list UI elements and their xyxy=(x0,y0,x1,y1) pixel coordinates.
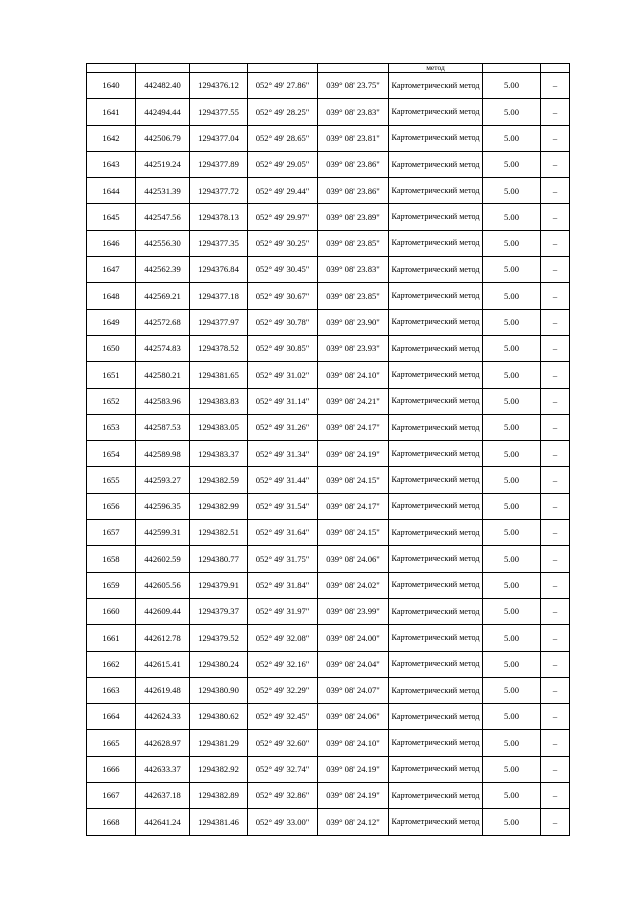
point-number-cell: 1642 xyxy=(87,125,136,151)
x-coordinate-cell: 442615.41 xyxy=(136,651,190,677)
table-row xyxy=(87,257,570,283)
y-coordinate-cell: 1294381.65 xyxy=(190,362,248,388)
accuracy-cell: 5.00 xyxy=(483,125,541,151)
x-coordinate-cell: 442583.96 xyxy=(136,388,190,414)
method-cell: Картометрический метод xyxy=(389,151,483,177)
note-cell: – xyxy=(541,493,570,519)
method-cell: Картометрический метод xyxy=(389,230,483,256)
table-row xyxy=(87,520,570,546)
y-coordinate-cell: 1294380.90 xyxy=(190,677,248,703)
y-coordinate-cell: 1294382.92 xyxy=(190,756,248,782)
table-row xyxy=(87,572,570,598)
accuracy-cell: 5.00 xyxy=(483,520,541,546)
point-number-cell: 1656 xyxy=(87,493,136,519)
note-cell: – xyxy=(541,283,570,309)
coordinates-table xyxy=(86,63,570,836)
latitude-cell: 052° 49' 28.25" xyxy=(248,99,318,125)
note-cell: – xyxy=(541,178,570,204)
note-cell: – xyxy=(541,335,570,361)
note-cell: – xyxy=(541,730,570,756)
x-coordinate-cell: 442506.79 xyxy=(136,125,190,151)
x-coordinate-cell: 442641.24 xyxy=(136,809,190,835)
table-row xyxy=(87,178,570,204)
x-coordinate-cell: 442589.98 xyxy=(136,441,190,467)
longitude-cell: 039° 08' 24.00" xyxy=(318,625,389,651)
point-number-cell: 1641 xyxy=(87,99,136,125)
longitude-cell: 039° 08' 23.99" xyxy=(318,598,389,624)
method-cell: Картометрический метод xyxy=(389,467,483,493)
accuracy-cell: 5.00 xyxy=(483,414,541,440)
y-coordinate-cell: 1294377.72 xyxy=(190,178,248,204)
longitude-cell: 039° 08' 23.83" xyxy=(318,99,389,125)
y-coordinate-cell: 1294383.83 xyxy=(190,388,248,414)
coordinates-sheet xyxy=(86,63,569,836)
longitude-cell: 039° 08' 23.93" xyxy=(318,335,389,361)
method-cell: Картометрический метод xyxy=(389,257,483,283)
latitude-cell: 052° 49' 30.85" xyxy=(248,335,318,361)
accuracy-cell: 5.00 xyxy=(483,178,541,204)
y-coordinate-cell: 1294382.51 xyxy=(190,520,248,546)
x-coordinate-cell: 442547.56 xyxy=(136,204,190,230)
longitude-cell: 039° 08' 24.19" xyxy=(318,441,389,467)
latitude-cell: 052° 49' 28.65" xyxy=(248,125,318,151)
latitude-cell: 052° 49' 29.05" xyxy=(248,151,318,177)
longitude-cell: 039° 08' 24.15" xyxy=(318,467,389,493)
x-coordinate-cell: 442494.44 xyxy=(136,99,190,125)
x-coordinate-cell: 442531.39 xyxy=(136,178,190,204)
method-cell: Картометрический метод xyxy=(389,625,483,651)
accuracy-cell: 5.00 xyxy=(483,335,541,361)
latitude-cell: 052° 49' 29.44" xyxy=(248,178,318,204)
accuracy-cell: 5.00 xyxy=(483,809,541,835)
accuracy-cell: 5.00 xyxy=(483,651,541,677)
longitude-cell: 039° 08' 23.90" xyxy=(318,309,389,335)
y-coordinate-cell: 1294380.24 xyxy=(190,651,248,677)
x-coordinate-cell: 442619.48 xyxy=(136,677,190,703)
latitude-cell: 052° 49' 32.29" xyxy=(248,677,318,703)
table-row xyxy=(87,125,570,151)
accuracy-cell: 5.00 xyxy=(483,756,541,782)
y-coordinate-cell: 1294383.37 xyxy=(190,441,248,467)
note-cell: – xyxy=(541,572,570,598)
longitude-cell: 039° 08' 23.89" xyxy=(318,204,389,230)
accuracy-cell: 5.00 xyxy=(483,388,541,414)
point-number-cell: 1660 xyxy=(87,598,136,624)
y-coordinate-cell: 1294379.37 xyxy=(190,598,248,624)
y-coordinate-cell: 1294376.12 xyxy=(190,73,248,99)
x-coordinate-cell: 442519.24 xyxy=(136,151,190,177)
accuracy-cell: 5.00 xyxy=(483,151,541,177)
note-cell: – xyxy=(541,441,570,467)
x-coordinate-cell: 442562.39 xyxy=(136,257,190,283)
latitude-cell: 052° 49' 31.44" xyxy=(248,467,318,493)
y-coordinate-cell: 1294378.52 xyxy=(190,335,248,361)
point-number-cell: 1652 xyxy=(87,388,136,414)
longitude-cell: 039° 08' 24.19" xyxy=(318,756,389,782)
latitude-cell: 052° 49' 31.34" xyxy=(248,441,318,467)
point-number-cell: 1658 xyxy=(87,546,136,572)
table-row xyxy=(87,783,570,809)
longitude-cell: 039° 08' 23.85" xyxy=(318,283,389,309)
table-row xyxy=(87,651,570,677)
accuracy-cell: 5.00 xyxy=(483,283,541,309)
latitude-cell: 052° 49' 29.97" xyxy=(248,204,318,230)
method-cell: Картометрический метод xyxy=(389,204,483,230)
longitude-cell: 039° 08' 24.17" xyxy=(318,493,389,519)
method-cell: Картометрический метод xyxy=(389,441,483,467)
note-cell: – xyxy=(541,467,570,493)
x-coordinate-cell: 442609.44 xyxy=(136,598,190,624)
y-coordinate-cell: 1294376.84 xyxy=(190,257,248,283)
accuracy-cell: 5.00 xyxy=(483,493,541,519)
method-cell: Картометрический метод xyxy=(389,178,483,204)
latitude-cell: 052° 49' 32.86" xyxy=(248,783,318,809)
table-row xyxy=(87,414,570,440)
table-row xyxy=(87,151,570,177)
latitude-cell: 052° 49' 31.14" xyxy=(248,388,318,414)
latitude-cell: 052° 49' 32.16" xyxy=(248,651,318,677)
method-cell: Картометрический метод xyxy=(389,651,483,677)
accuracy-cell: 5.00 xyxy=(483,625,541,651)
x-coordinate-cell: 442628.97 xyxy=(136,730,190,756)
y-coordinate-cell: 1294380.77 xyxy=(190,546,248,572)
table-row xyxy=(87,704,570,730)
cell-empty xyxy=(318,64,389,73)
method-cell: Картометрический метод xyxy=(389,73,483,99)
cell-empty xyxy=(541,64,570,73)
y-coordinate-cell: 1294377.04 xyxy=(190,125,248,151)
longitude-cell: 039° 08' 24.12" xyxy=(318,809,389,835)
y-coordinate-cell: 1294381.46 xyxy=(190,809,248,835)
y-coordinate-cell: 1294380.62 xyxy=(190,704,248,730)
point-number-cell: 1655 xyxy=(87,467,136,493)
method-cell: Картометрический метод xyxy=(389,783,483,809)
cell-method-continuation: метод xyxy=(389,64,483,73)
y-coordinate-cell: 1294377.55 xyxy=(190,99,248,125)
table-row xyxy=(87,756,570,782)
point-number-cell: 1648 xyxy=(87,283,136,309)
note-cell: – xyxy=(541,520,570,546)
note-cell: – xyxy=(541,809,570,835)
x-coordinate-cell: 442602.59 xyxy=(136,546,190,572)
table-row xyxy=(87,335,570,361)
accuracy-cell: 5.00 xyxy=(483,230,541,256)
longitude-cell: 039° 08' 24.17" xyxy=(318,414,389,440)
x-coordinate-cell: 442587.53 xyxy=(136,414,190,440)
y-coordinate-cell: 1294381.29 xyxy=(190,730,248,756)
point-number-cell: 1653 xyxy=(87,414,136,440)
table-row xyxy=(87,283,570,309)
latitude-cell: 052° 49' 31.75" xyxy=(248,546,318,572)
x-coordinate-cell: 442605.56 xyxy=(136,572,190,598)
latitude-cell: 052° 49' 27.86" xyxy=(248,73,318,99)
latitude-cell: 052° 49' 32.45" xyxy=(248,704,318,730)
latitude-cell: 052° 49' 33.00" xyxy=(248,809,318,835)
method-cell: Картометрический метод xyxy=(389,572,483,598)
accuracy-cell: 5.00 xyxy=(483,204,541,230)
longitude-cell: 039° 08' 23.86" xyxy=(318,151,389,177)
point-number-cell: 1663 xyxy=(87,677,136,703)
note-cell: – xyxy=(541,99,570,125)
x-coordinate-cell: 442569.21 xyxy=(136,283,190,309)
method-cell: Картометрический метод xyxy=(389,677,483,703)
point-number-cell: 1662 xyxy=(87,651,136,677)
point-number-cell: 1668 xyxy=(87,809,136,835)
method-cell: Картометрический метод xyxy=(389,388,483,414)
note-cell: – xyxy=(541,257,570,283)
point-number-cell: 1659 xyxy=(87,572,136,598)
longitude-cell: 039° 08' 24.19" xyxy=(318,783,389,809)
note-cell: – xyxy=(541,204,570,230)
latitude-cell: 052° 49' 32.74" xyxy=(248,756,318,782)
note-cell: – xyxy=(541,625,570,651)
y-coordinate-cell: 1294379.52 xyxy=(190,625,248,651)
point-number-cell: 1661 xyxy=(87,625,136,651)
cell-empty xyxy=(248,64,318,73)
x-coordinate-cell: 442599.31 xyxy=(136,520,190,546)
table-row xyxy=(87,309,570,335)
cell-empty xyxy=(136,64,190,73)
table-row xyxy=(87,546,570,572)
latitude-cell: 052° 49' 31.26" xyxy=(248,414,318,440)
method-cell: Картометрический метод xyxy=(389,756,483,782)
method-cell: Картометрический метод xyxy=(389,335,483,361)
note-cell: – xyxy=(541,704,570,730)
method-cell: Картометрический метод xyxy=(389,493,483,519)
table-row xyxy=(87,388,570,414)
accuracy-cell: 5.00 xyxy=(483,362,541,388)
cell-empty xyxy=(190,64,248,73)
note-cell: – xyxy=(541,756,570,782)
x-coordinate-cell: 442637.18 xyxy=(136,783,190,809)
longitude-cell: 039° 08' 24.07" xyxy=(318,677,389,703)
x-coordinate-cell: 442593.27 xyxy=(136,467,190,493)
point-number-cell: 1665 xyxy=(87,730,136,756)
note-cell: – xyxy=(541,546,570,572)
y-coordinate-cell: 1294382.89 xyxy=(190,783,248,809)
method-cell: Картометрический метод xyxy=(389,362,483,388)
note-cell: – xyxy=(541,388,570,414)
accuracy-cell: 5.00 xyxy=(483,730,541,756)
point-number-cell: 1649 xyxy=(87,309,136,335)
x-coordinate-cell: 442624.33 xyxy=(136,704,190,730)
y-coordinate-cell: 1294383.05 xyxy=(190,414,248,440)
table-row xyxy=(87,362,570,388)
note-cell: – xyxy=(541,677,570,703)
x-coordinate-cell: 442633.37 xyxy=(136,756,190,782)
x-coordinate-cell: 442482.40 xyxy=(136,73,190,99)
point-number-cell: 1645 xyxy=(87,204,136,230)
table-row xyxy=(87,625,570,651)
accuracy-cell: 5.00 xyxy=(483,598,541,624)
longitude-cell: 039° 08' 24.10" xyxy=(318,730,389,756)
x-coordinate-cell: 442580.21 xyxy=(136,362,190,388)
longitude-cell: 039° 08' 23.81" xyxy=(318,125,389,151)
longitude-cell: 039° 08' 24.21" xyxy=(318,388,389,414)
longitude-cell: 039° 08' 24.10" xyxy=(318,362,389,388)
latitude-cell: 052° 49' 30.25" xyxy=(248,230,318,256)
point-number-cell: 1664 xyxy=(87,704,136,730)
x-coordinate-cell: 442574.83 xyxy=(136,335,190,361)
method-cell: Картометрический метод xyxy=(389,520,483,546)
table-row xyxy=(87,467,570,493)
longitude-cell: 039° 08' 23.85" xyxy=(318,230,389,256)
y-coordinate-cell: 1294382.99 xyxy=(190,493,248,519)
table-row xyxy=(87,99,570,125)
latitude-cell: 052° 49' 30.67" xyxy=(248,283,318,309)
longitude-cell: 039° 08' 23.83" xyxy=(318,257,389,283)
latitude-cell: 052° 49' 31.97" xyxy=(248,598,318,624)
cell-empty xyxy=(483,64,541,73)
point-number-cell: 1646 xyxy=(87,230,136,256)
table-row xyxy=(87,204,570,230)
note-cell: – xyxy=(541,125,570,151)
accuracy-cell: 5.00 xyxy=(483,467,541,493)
note-cell: – xyxy=(541,414,570,440)
method-cell: Картометрический метод xyxy=(389,309,483,335)
accuracy-cell: 5.00 xyxy=(483,99,541,125)
method-cell: Картометрический метод xyxy=(389,125,483,151)
y-coordinate-cell: 1294377.97 xyxy=(190,309,248,335)
latitude-cell: 052° 49' 30.45" xyxy=(248,257,318,283)
table-row xyxy=(87,493,570,519)
latitude-cell: 052° 49' 31.84" xyxy=(248,572,318,598)
table-row xyxy=(87,73,570,99)
cell-empty xyxy=(87,64,136,73)
y-coordinate-cell: 1294382.59 xyxy=(190,467,248,493)
point-number-cell: 1643 xyxy=(87,151,136,177)
method-cell: Картометрический метод xyxy=(389,99,483,125)
latitude-cell: 052° 49' 31.54" xyxy=(248,493,318,519)
table-row xyxy=(87,730,570,756)
note-cell: – xyxy=(541,151,570,177)
longitude-cell: 039° 08' 23.86" xyxy=(318,178,389,204)
longitude-cell: 039° 08' 24.06" xyxy=(318,546,389,572)
note-cell: – xyxy=(541,598,570,624)
table-row xyxy=(87,230,570,256)
accuracy-cell: 5.00 xyxy=(483,546,541,572)
point-number-cell: 1651 xyxy=(87,362,136,388)
x-coordinate-cell: 442556.30 xyxy=(136,230,190,256)
point-number-cell: 1667 xyxy=(87,783,136,809)
x-coordinate-cell: 442596.35 xyxy=(136,493,190,519)
latitude-cell: 052° 49' 32.60" xyxy=(248,730,318,756)
note-cell: – xyxy=(541,651,570,677)
longitude-cell: 039° 08' 24.02" xyxy=(318,572,389,598)
point-number-cell: 1654 xyxy=(87,441,136,467)
point-number-cell: 1666 xyxy=(87,756,136,782)
accuracy-cell: 5.00 xyxy=(483,73,541,99)
y-coordinate-cell: 1294377.35 xyxy=(190,230,248,256)
y-coordinate-cell: 1294377.18 xyxy=(190,283,248,309)
point-number-cell: 1657 xyxy=(87,520,136,546)
point-number-cell: 1647 xyxy=(87,257,136,283)
y-coordinate-cell: 1294379.91 xyxy=(190,572,248,598)
accuracy-cell: 5.00 xyxy=(483,257,541,283)
latitude-cell: 052° 49' 30.78" xyxy=(248,309,318,335)
longitude-cell: 039° 08' 24.15" xyxy=(318,520,389,546)
method-cell: Картометрический метод xyxy=(389,704,483,730)
continuation-row xyxy=(87,64,570,73)
note-cell: – xyxy=(541,309,570,335)
longitude-cell: 039° 08' 24.06" xyxy=(318,704,389,730)
method-cell: Картометрический метод xyxy=(389,414,483,440)
note-cell: – xyxy=(541,362,570,388)
longitude-cell: 039° 08' 24.04" xyxy=(318,651,389,677)
accuracy-cell: 5.00 xyxy=(483,309,541,335)
method-cell: Картометрический метод xyxy=(389,283,483,309)
longitude-cell: 039° 08' 23.75" xyxy=(318,73,389,99)
point-number-cell: 1640 xyxy=(87,73,136,99)
point-number-cell: 1650 xyxy=(87,335,136,361)
table-row xyxy=(87,677,570,703)
method-cell: Картометрический метод xyxy=(389,546,483,572)
table-row xyxy=(87,441,570,467)
accuracy-cell: 5.00 xyxy=(483,783,541,809)
note-cell: – xyxy=(541,783,570,809)
latitude-cell: 052° 49' 32.08" xyxy=(248,625,318,651)
method-cell: Картометрический метод xyxy=(389,809,483,835)
method-cell: Картометрический метод xyxy=(389,598,483,624)
y-coordinate-cell: 1294377.89 xyxy=(190,151,248,177)
table-row xyxy=(87,809,570,835)
method-cell: Картометрический метод xyxy=(389,730,483,756)
accuracy-cell: 5.00 xyxy=(483,704,541,730)
point-number-cell: 1644 xyxy=(87,178,136,204)
x-coordinate-cell: 442572.68 xyxy=(136,309,190,335)
latitude-cell: 052° 49' 31.64" xyxy=(248,520,318,546)
accuracy-cell: 5.00 xyxy=(483,677,541,703)
latitude-cell: 052° 49' 31.02" xyxy=(248,362,318,388)
y-coordinate-cell: 1294378.13 xyxy=(190,204,248,230)
x-coordinate-cell: 442612.78 xyxy=(136,625,190,651)
accuracy-cell: 5.00 xyxy=(483,572,541,598)
table-row xyxy=(87,598,570,624)
accuracy-cell: 5.00 xyxy=(483,441,541,467)
note-cell: – xyxy=(541,230,570,256)
note-cell: – xyxy=(541,73,570,99)
